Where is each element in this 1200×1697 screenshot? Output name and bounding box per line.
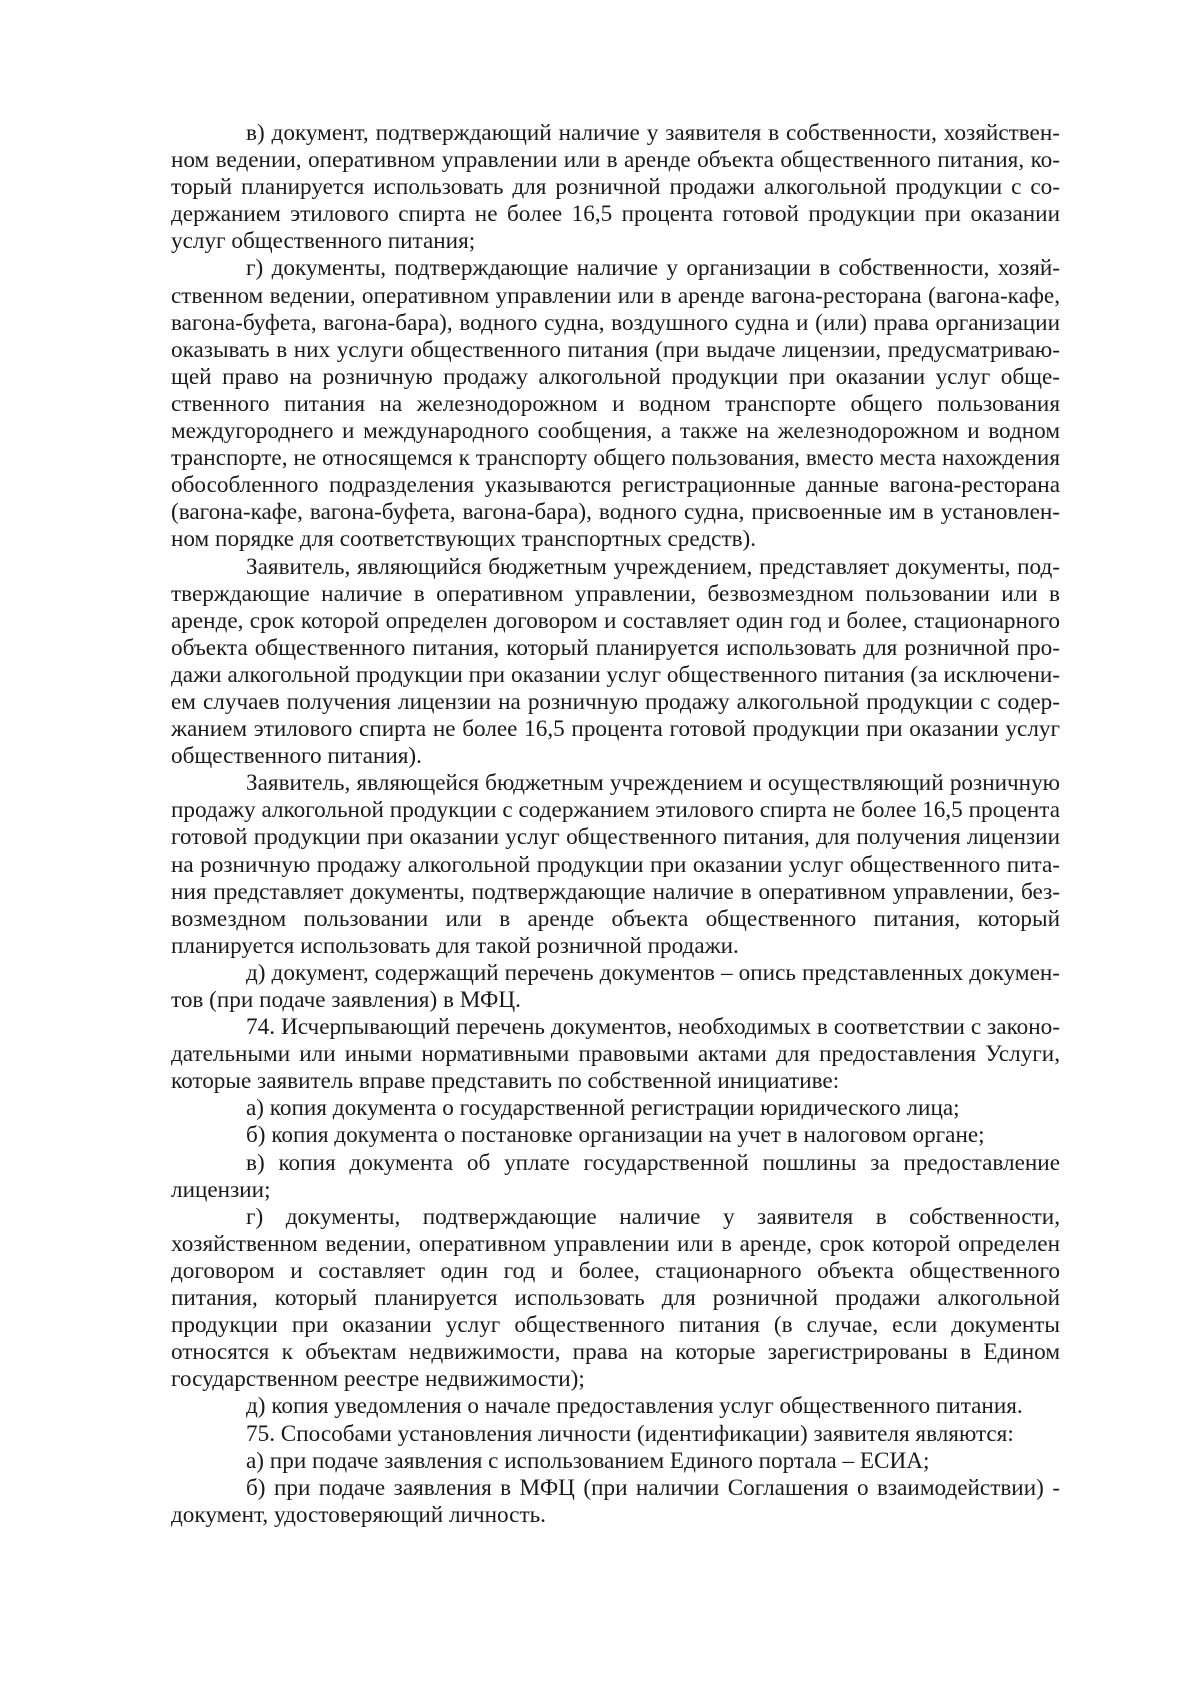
paragraph: в) документ, подтверждающий наличие у заявителя в собственности, хозяйственном ведении, оперативном управлении или в аренде объекта общественного питания, который планируется использовать для розничной продажи алкогольной продукции с содержанием этилового спирта не более 16,5 процента готовой продукции при оказании услуг общественного питания; [171,120,1060,255]
paragraph: Заявитель, являющийся бюджетным учреждением, представляет документы, подтверждающие наличие в оперативном управлении, безвозмездном пользовании или в аренде, срок которой определен договором и составляет один год и более, стационарного объекта общественного питания, который планируется использовать для розничной продажи алкогольной продукции при оказании услуг общественного питания (за исключением случаев получения лицензии на розничную продажу алкогольной продукции с содержанием этилового спирта не более 16,5 процента готовой продукции при оказании услуг общественного питания). [171,553,1060,770]
paragraph: г) документы, подтверждающие наличие у организации в собственности, хозяйственном ведении, оперативном управлении или в аренде вагона-ресторана (вагона-кафе, вагона-буфета, вагона-бара), водного судна, воздушного судна и (или) права организации оказывать в них услуги общественного питания (при выдаче лицензии, предусматривающей право на розничную продажу алкогольной продукции при оказании услуг общественного питания на железнодорожном и водном транспорте общего пользования междугороднего и международного сообщения, а также на железнодорожном и водном транспорте, не относящемся к транспорту общего пользования, вместо места нахождения обособленного подразделения указываются регистрационные данные вагона-ресторана (вагона-кафе, вагона-буфета, вагона-бара), водного судна, присвоенные им в установленном порядке для соответствующих транспортных средств). [171,255,1060,553]
paragraph: б) копия документа о постановке организации на учет в налоговом органе; [246,1122,985,1149]
paragraph: д) документ, содержащий перечень документов – опись представленных документов (при подаче заявления) в МФЦ. [171,959,1060,1013]
paragraph: а) при подаче заявления с использованием Единого портала – ЕСИА; [246,1447,930,1474]
document-page [171,120,1060,1529]
paragraph: д) копия уведомления о начале предоставления услуг общественного питания. [246,1393,1023,1420]
paragraph: б) при подаче заявления в МФЦ (при наличии Соглашения о взаимодействии) - документ, удостоверяющий личность. [171,1474,1060,1528]
paragraph: Заявитель, являющейся бюджетным учреждением и осуществляющий розничную продажу алкогольной продукции с содержанием этилового спирта не более 16,5 процента готовой продукции при оказании услуг общественного питания, для получения лицензии на розничную продажу алкогольной продукции при оказании услуг общественного питания представляет документы, подтверждающие наличие в оперативном управлении, безвозмездном пользовании или в аренде объекта общественного питания, который планируется использовать для такой розничной продажи. [171,770,1060,959]
paragraph: в) копия документа об уплате государственной пошлины за предоставление лицензии; [171,1149,1060,1203]
paragraph: 75. Способами установления личности (идентификации) заявителя являются: [246,1420,1014,1447]
paragraph: 74. Исчерпывающий перечень документов, необходимых в соответствии с законодательными или иными нормативными правовыми актами для предоставления Услуги, которые заявитель вправе представить по собственной инициативе: [171,1014,1060,1095]
paragraph: г) документы, подтверждающие наличие у заявителя в собственности, хозяйственном ведении, оперативном управлении или в аренде, срок которой определен договором и составляет один год и более, стационарного объекта общественного питания, который планируется использовать для розничной продажи алкогольной продукции при оказании услуг общественного питания (в случае, если документы относятся к объектам недвижимости, права на которые зарегистрированы в Едином государственном реестре недвижимости); [171,1203,1060,1393]
paragraph: а) копия документа о государственной регистрации юридического лица; [246,1095,960,1122]
